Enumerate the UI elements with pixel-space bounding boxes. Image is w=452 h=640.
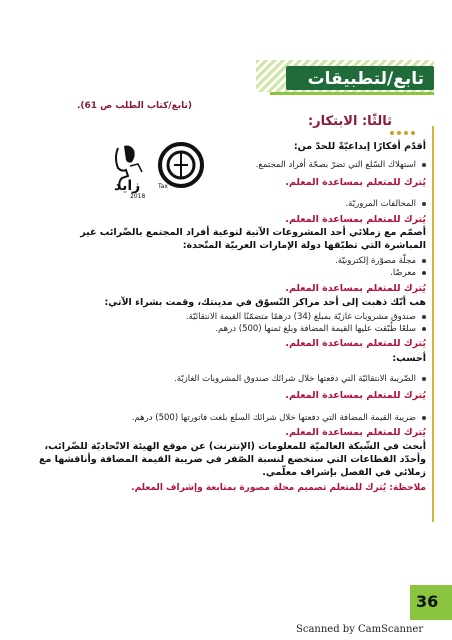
page-title: تابع/لتطبيقات [307,69,424,89]
decorative-dots [390,120,430,130]
bullet-icon [422,315,426,319]
question-4-prompt: أحسب: [392,353,426,364]
question-5 [34,440,426,495]
question-5-note: ملاحظة: يُترك للمتعلم تصميم مجلة مصورة بمتابعة وإشراف المعلم. [131,483,426,493]
question-3-prompt: هب أنّك ذهبت إلى أحد مراكز التّسوّق في مدينتك، وقمت بشراء الآتي: [104,297,426,308]
question-5-prompt: أبحث في الشّبكة العالميّة للمعلومات (الإنترنت) عن موقع الهيئة الاتّحاديّة للضّرائب، وأحدّد القطاعات التي ستخضع لنسبة الصّفر في ضريبة القيمة المضافة وأناقشها مع زملائي في الفصل بإشراف معلّمي. [38,441,426,478]
question-1-prompt: أقدّم أفكارًا إبداعيّةً للحدّ من: [293,141,426,152]
zayed-logo-text: زايد [114,178,141,194]
scanner-watermark: Scanned by CamScanner [296,624,424,635]
item-text: ضريبة القيمة المضافة التي دفعتها خلال شرائك السلع بلغت فاتورتها (500) درهم. [131,413,416,423]
bullet-icon [422,202,426,206]
question-1-item-2 [126,198,426,210]
answer-1a: يُترك للمتعلم بمساعدة المعلم. [285,177,426,188]
question-3-item-1 [36,311,426,323]
question-4-item-1 [36,373,426,385]
bullet-icon [422,163,426,167]
item-text: الضّريبة الانتقائيّة التي دفعتها خلال شرائك صندوق المشروبات الغازيّة. [174,374,416,384]
bullet-icon [422,416,426,420]
question-3-item-2 [36,323,426,335]
item-text: سلعًا طُبّقت عليها القيمة المضافة وبلغ ثمنها (500) درهم. [215,324,416,334]
answer-3: يُترك للمتعلم بمساعدة المعلم. [285,338,426,349]
item-text: المخالفات المروريّة. [345,199,416,209]
item-text: معرضًا. [390,268,416,278]
item-text: صندوق مشروبات غازيّة بمبلغ (34) درهمًا متضمّنًا القيمة الانتقائيّة. [185,312,416,322]
answer-4a: يُترك للمتعلم بمساعدة المعلم. [285,390,426,401]
item-text: استهلاك السّلع التي تضرّ بصحّة أفراد المجتمع. [255,160,416,170]
bullet-icon [422,377,426,381]
margin-rule [432,126,434,522]
page-number: 36 [416,592,439,611]
answer-2: يُترك للمتعلم بمساعدة المعلم. [285,283,426,294]
bullet-icon [422,327,426,331]
question-2-item-2 [36,267,426,279]
question-2-item-1 [36,255,426,267]
question-1-item-1 [126,159,426,171]
question-2 [36,226,426,295]
question-2-prompt: أصمّم مع زملائي أحد المشروعات الآتية لتوعية أفراد المجتمع بالضّرائب غير المباشرة التي تطبّقها دولة الإمارات العربيّة المتّحدة: [80,227,426,251]
header-banner [256,60,434,92]
bullet-icon [422,271,426,275]
header-underline [270,92,434,95]
question-3 [36,296,426,350]
bullet-icon [422,259,426,263]
question-4 [36,352,426,439]
answer-4b: يُترك للمتعلم بمساعدة المعلم. [285,427,426,438]
banner-bar [286,66,434,90]
tax-logo-text: Tax [158,183,168,190]
answer-1b: يُترك للمتعلم بمساعدة المعلم. [285,214,426,225]
item-text: مجلّة مصوّرة إلكترونيّة. [335,256,416,266]
section-title: ثالثًا: الابتكار: [307,114,392,129]
question-4-item-2 [36,412,426,424]
page-number-box [410,585,452,621]
question-1 [126,140,426,226]
book-reference: (تابع/كتاب الطلب ص 61). [76,101,192,111]
zayed-logo-year: 2018 [130,193,146,200]
